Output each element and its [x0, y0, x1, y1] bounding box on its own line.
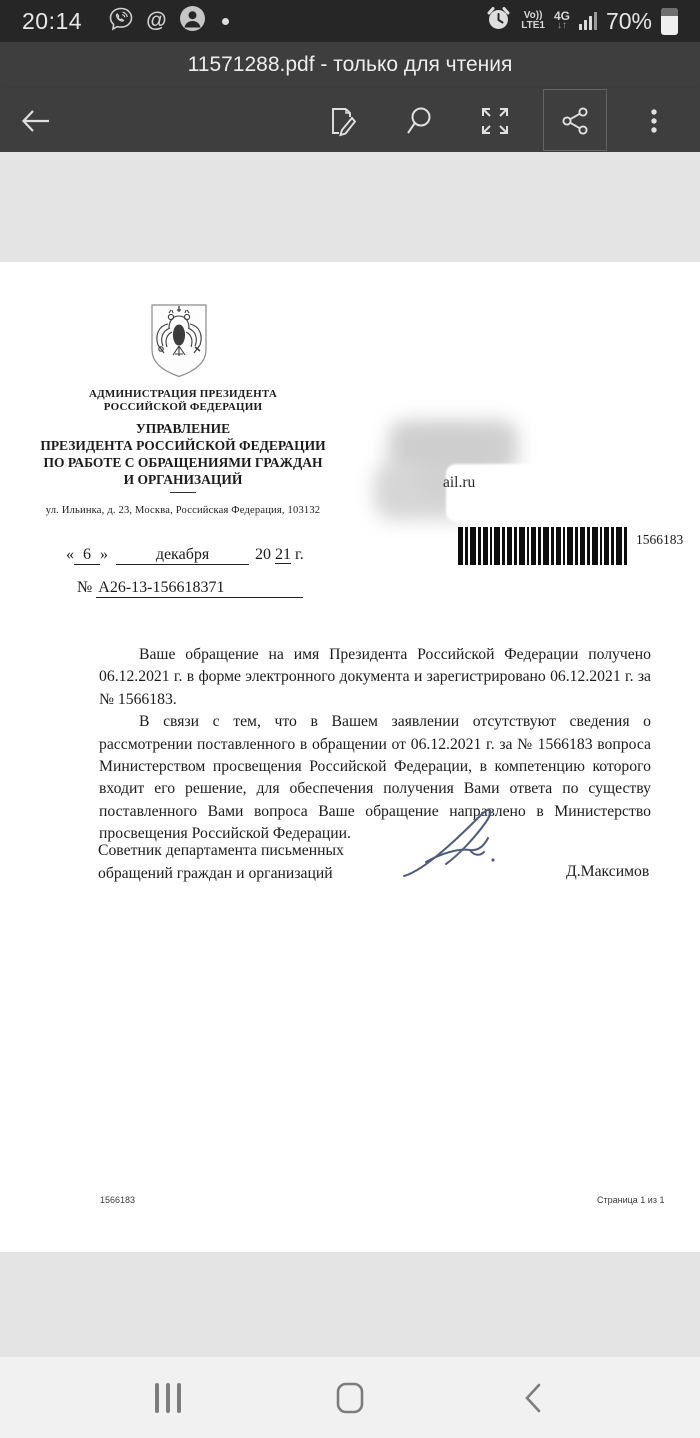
search-button[interactable]: [392, 94, 448, 148]
recents-button[interactable]: [123, 1357, 213, 1438]
signer-name: Д.Максимов: [566, 863, 650, 880]
clock-time: 20:14: [22, 7, 83, 34]
overflow-menu-button[interactable]: [626, 94, 682, 148]
document-title: 11571288.pdf - только для чтения: [187, 53, 513, 76]
status-left: [22, 5, 229, 37]
alarm-icon: [485, 5, 512, 37]
status-right: [485, 5, 678, 37]
date-month: декабря: [116, 546, 249, 565]
agency-name: АДМИНИСТРАЦИЯ ПРЕЗИДЕНТА РОССИЙСКОЙ ФЕДЕРАЦИИ: [88, 388, 277, 413]
date-day: 6: [74, 546, 100, 565]
reference-number: А26-13-156618371: [96, 579, 303, 598]
network-4g-indicator: 4G ↓↑: [553, 9, 570, 31]
letterhead-divider: [170, 492, 196, 493]
reference-line: [77, 579, 303, 598]
status-bar: [0, 0, 700, 42]
back-chevron-icon: [524, 1383, 542, 1413]
pdf-viewer-area[interactable]: [0, 152, 700, 1356]
search-icon: [403, 104, 437, 138]
pdf-toolbar: [0, 88, 700, 152]
navigate-back-button[interactable]: [488, 1357, 578, 1438]
email-fragment: ail.ru: [443, 474, 476, 491]
redacted-recipient-block: [380, 420, 565, 525]
account-icon: [179, 5, 206, 37]
back-arrow-icon: [18, 103, 54, 139]
pdf-page: [0, 262, 700, 1252]
fullscreen-icon: [479, 105, 511, 137]
battery-icon: [661, 8, 678, 35]
app-title-bar: [0, 42, 700, 88]
signer-position: Советник департамента письменных обращений граждан и организаций: [98, 842, 344, 882]
office-name: УПРАВЛЕНИЕ ПРЕЗИДЕНТА РОССИЙСКОЙ ФЕДЕРАЦИИ ПО РАБОТЕ С ОБРАЩЕНИЯМИ ГРАЖДАН И ОРГАНИЗАЦИЙ: [40, 421, 326, 487]
paragraph-2: В связи с тем, что в Вашем заявлении отсутствуют сведения о рассмотрении поставленного в обращении от 06.12.2021 г. за № 1566183 вопроса Министерством просвещения Российской Федерации, в компетенцию которого входит его решение, для обеспечения получения Вами ответа по существу поставленного Вами вопроса Ваше обращение направлено в Министерство просвещения Российской Федерации.: [99, 713, 651, 843]
date-line: [66, 546, 304, 565]
back-button[interactable]: [8, 94, 64, 148]
handwritten-signature: [396, 802, 521, 895]
android-nav-bar: [0, 1356, 700, 1438]
blur-highlight: [446, 464, 566, 522]
registration-barcode-icon: [458, 527, 630, 570]
postal-address: ул. Ильинка, д. 23, Москва, Российская Федерация, 103132: [45, 505, 321, 516]
battery-percent: 70%: [605, 7, 652, 34]
signal-strength-icon: [579, 12, 597, 30]
volte-indicator: Vo)) LTE1: [521, 10, 545, 31]
footer-page-indicator: Страница 1 из 1: [597, 1195, 665, 1205]
edit-annotate-button[interactable]: [313, 94, 369, 148]
date-year-suffix: 21: [275, 546, 291, 563]
fullscreen-button[interactable]: [467, 94, 523, 148]
letter-body: [99, 644, 651, 846]
edit-document-icon: [324, 104, 358, 138]
share-icon: [558, 104, 592, 138]
date-quote-open: «: [66, 546, 74, 563]
barcode-number: 1566183: [636, 532, 684, 547]
home-icon: [336, 1382, 364, 1414]
russia-coat-of-arms-icon: [146, 302, 212, 385]
date-quote-close: »: [100, 546, 108, 563]
more-vertical-icon: [639, 104, 669, 138]
reference-label: №: [77, 579, 93, 596]
recents-icon: [155, 1383, 181, 1413]
email-at-icon: @: [146, 9, 167, 32]
notification-dot-icon: [222, 18, 229, 25]
footer-registration-number: 1566183: [100, 1195, 136, 1205]
date-year-era: г.: [295, 546, 304, 563]
viber-icon: [108, 6, 134, 37]
date-year-prefix: 20: [255, 546, 271, 563]
paragraph-1: Ваше обращение на имя Президента Российской Федерации получено 06.12.2021 г. в форме электронного документа и зарегистрировано 06.12.2021 г. за № 1566183.: [99, 646, 651, 708]
share-button[interactable]: [547, 94, 603, 148]
home-button[interactable]: [305, 1357, 395, 1438]
